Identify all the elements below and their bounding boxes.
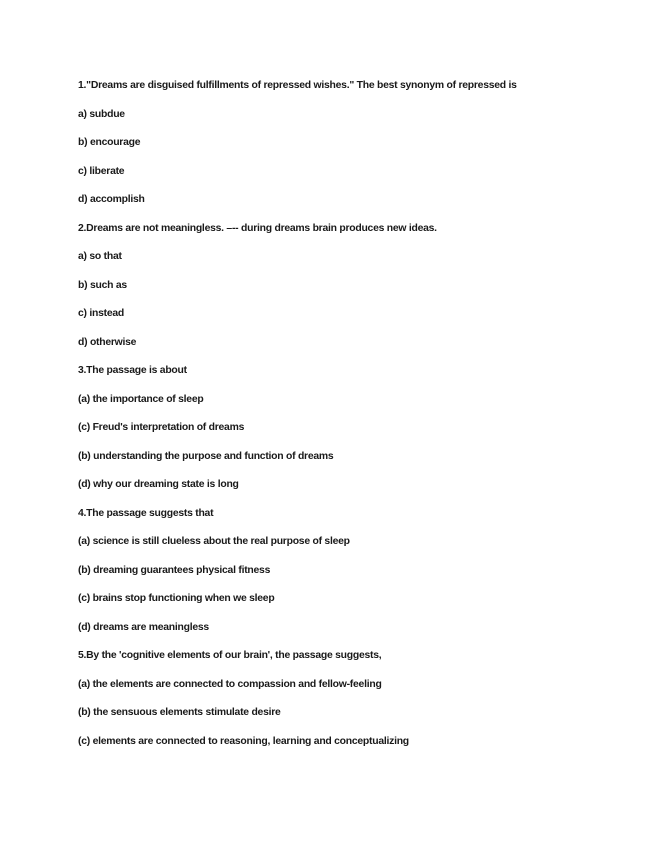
option-3b: (b) understanding the purpose and function of dreams <box>78 450 334 462</box>
option-1b: b) encourage <box>78 137 141 148</box>
document-page <box>78 72 638 756</box>
question-3: 3.The passage is about <box>78 365 187 376</box>
option-3d: (d) why our dreaming state is long <box>78 479 239 490</box>
option-1a: a) subdue <box>78 108 125 120</box>
option-1d: d) accomplish <box>78 194 145 205</box>
option-4d: (d) dreams are meaningless <box>78 621 209 633</box>
question-5: 5.By the 'cognitive elements of our brain', the passage suggests, <box>78 650 382 661</box>
question-4: 4.The passage suggests that <box>78 507 214 519</box>
option-4c: (c) brains stop functioning when we sleep <box>78 593 275 604</box>
question-1: 1."Dreams are disguised fulfillments of repressed wishes." The best synonym of repressed is <box>78 80 517 91</box>
option-1c: c) liberate <box>78 165 125 177</box>
option-3a: (a) the importance of sleep <box>78 393 204 405</box>
option-2a: a) so that <box>78 251 122 262</box>
option-5c: (c) elements are connected to reasoning, learning and conceptualizing <box>78 735 409 747</box>
option-4b: (b) dreaming guarantees physical fitness <box>78 564 271 576</box>
option-5b: (b) the sensuous elements stimulate desire <box>78 707 281 718</box>
option-3c: (c) Freud's interpretation of dreams <box>78 422 245 433</box>
question-2: 2.Dreams are not meaningless. –-- during dreams brain produces new ideas. <box>78 222 437 234</box>
option-4a: (a) science is still clueless about the real purpose of sleep <box>78 536 350 547</box>
option-2d: d) otherwise <box>78 336 137 348</box>
option-2c: c) instead <box>78 308 125 319</box>
option-2b: b) such as <box>78 279 127 291</box>
option-5a: (a) the elements are connected to compassion and fellow-feeling <box>78 678 382 690</box>
